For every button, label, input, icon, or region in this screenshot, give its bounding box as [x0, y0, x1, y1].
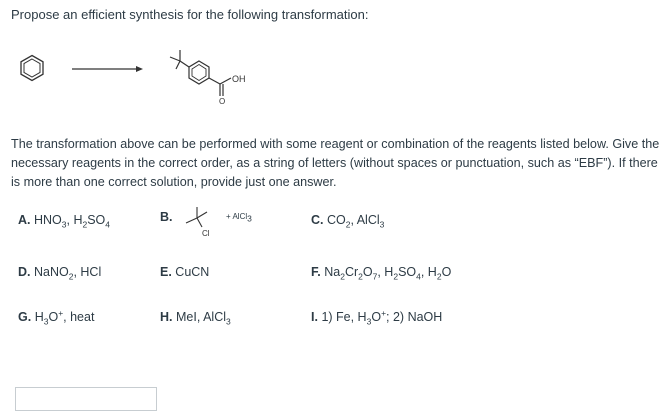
reaction-arrow — [72, 66, 143, 72]
answer-input[interactable] — [15, 387, 157, 411]
option-b: B. — [160, 210, 173, 224]
option-h: H. MeI, AlCl$_3$ — [160, 310, 231, 327]
option-b-lewis-acid: + AlCl$_3$ — [226, 212, 252, 224]
option-e: E. CuCN — [160, 265, 210, 279]
reaction-scheme — [0, 36, 300, 126]
option-i: I. 1) Fe, $H_3O^+$; 2) NaOH — [311, 307, 443, 327]
product-oh-label: OH — [232, 74, 246, 84]
option-c: C. $CO_2$, AlCl$_3$ — [311, 213, 385, 230]
question-prompt: Propose an efficient synthesis for the following transformation: — [11, 7, 369, 22]
option-g: G. $H_3O^+$, heat — [18, 307, 95, 327]
option-f: F. $Na_2Cr_2O_7$, $H_2SO_4$, $H_2O$ — [311, 265, 452, 282]
question-instructions: The transformation above can be performed with some reagent or combination of the reagents listed below. Give the necessary reagents in the correct order, as a string of letters (without spaces or punctuation, such as “EBF”). If there is more than one correct solution, provide just one answer. — [11, 137, 660, 189]
option-d: D. NaNO$_2$, HCl — [18, 265, 102, 282]
svg-text:Cl: Cl — [202, 229, 210, 238]
option-a: A. $HNO_3$, $H_2SO_4$ — [18, 213, 111, 230]
benzene-structure — [21, 56, 43, 81]
svg-text:O: O — [219, 97, 226, 106]
product-structure — [170, 50, 231, 106]
tert-butyl-chloride-structure — [183, 204, 233, 240]
